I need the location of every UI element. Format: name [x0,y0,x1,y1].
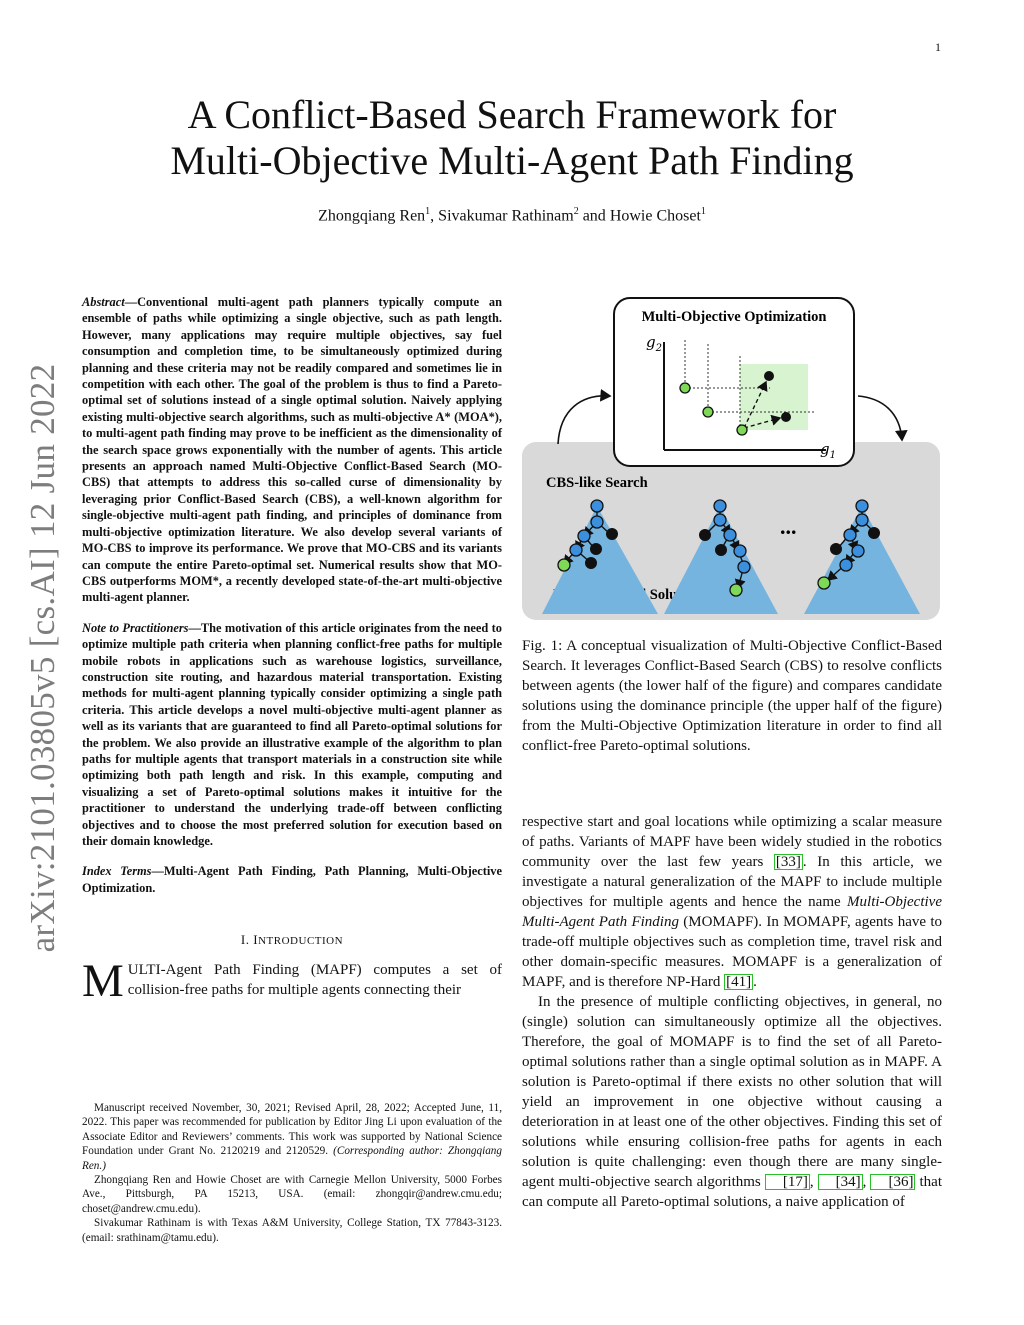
footnote-manuscript-text: Manuscript received November, 30, 2021; Revised April, 28, 2022; Accepted June, 11, 2022. This paper was recommended for publication by Editor Jing Li upon evaluation of the Associate Editor and Reviewers’ comments. This work was supported by National Science Foundation under Grant No. 2120219 and 2120529. [82,1102,502,1158]
intro-text: ULTI-Agent Path Finding (MAPF) computes a set of collision-free paths for multiple agents connecting their [127,962,502,999]
ellipsis: ... [780,514,797,539]
section-title-rest: NTRODUCTION [258,935,344,948]
tree-node [730,584,742,596]
footnote-affiliation-2: Sivakumar Rathinam is with Texas A&M University, College Station, TX 77843-3123. (email: srathinam@tamu.edu). [82,1217,502,1244]
tree-node [868,527,880,539]
body-text: . [753,974,757,990]
tree-node [734,545,746,557]
tree-node [856,500,868,512]
footnotes [82,1101,502,1245]
tree-node [585,557,597,569]
tree-node [715,544,727,556]
tree-node [570,544,582,556]
tree-node [591,516,603,528]
author-name: Howie Choset [609,207,701,225]
arrow-optimization-to-search [858,396,902,440]
body-text: (MOMAPF). In MOMAPF, agents have to trade-off multiple objectives such as completion time, travel risk and other domain-specific measures. MOMAPF is a generalization of MAPF, and is therefore NP-Hard [522,914,942,990]
citation-link[interactable]: [36] [870,1174,915,1190]
tree-node [714,500,726,512]
arxiv-stamp-text: arXiv:2101.03805v5 [cs.AI] 12 Jun 2022 [23,363,62,952]
intro-paragraph [82,955,502,1008]
citation-link[interactable]: [17] [765,1174,810,1190]
citation-link[interactable]: [33] [775,854,801,870]
tree-node [738,561,750,573]
figure-1-graphic [522,294,942,624]
search-label: CBS-like Search [546,475,648,491]
section-numeral: I. [240,932,254,948]
citation-link[interactable]: [34] [818,1174,863,1190]
body-text: , [809,1174,818,1190]
figure-caption: Fig. 1: A conceptual visualization of Multi-Objective Conflict-Based Search. It leverages Conflict-Based Search (CBS) to resolve conflicts between agents (the lower half of the figure) and compares candidate solutions using the dominance principle (the upper half of the figure) from the Multi-Objective Optimization literature in order to find all conflict-free Pareto-optimal solutions. [522,638,942,754]
tree-node [606,528,618,540]
author-list [100,206,924,225]
arrow-search-to-optimization [558,396,610,444]
body-text: , [862,1174,871,1190]
body-paragraph-2 [522,992,942,1212]
author-name: Zhongqiang Ren [318,207,426,225]
body-text: respective start and goal locations while optimizing a scalar measure of paths. Variants of MAPF have been widely studied in the robotics community over the last few years [522,814,942,870]
pareto-point [737,425,747,435]
figure-1 [522,294,942,624]
author-name: Sivakumar Rathinam [438,207,574,225]
tree-node [714,514,726,526]
abstract [82,294,502,606]
tree-node [591,500,603,512]
tree-node [558,559,570,571]
note-to-practitioners [82,620,502,850]
tree-node [590,543,602,555]
body-italic: Multi-Objective Multi-Agent Path Finding [522,894,942,930]
author-separator: , [430,207,439,225]
body-text: . In this article, we investigate a natural generalization of the MAPF to include multiple objectives for multiple agents and hence the name [522,854,942,910]
tree-node [844,529,856,541]
tree-node [852,545,864,557]
section-heading [82,932,502,948]
optimization-box-title: Multi-Objective Optimization [641,309,827,325]
paper-title [100,92,924,184]
dominated-point [781,412,791,422]
body-text: In the presence of multiple conflicting objectives, in general, no (single) solution can simultaneously optimize all the objectives. Therefore, the goal of MOMAPF is to find the set of all Pareto-optimal solutions rather than a single optimal solution as in MAPF. A solution is Pareto-optimal if there exists no other solution that will yield an improvement in one objective without causing a deterioration in at least one of the other objectives. Finding this set of solutions while ensuring collision-free paths for agents in each solution is quite challenging: even though there are many single-agent multi-objective search algorithms [522,994,942,1190]
tree-node [840,559,852,571]
page-number: 1 [935,40,941,54]
affiliation-mark: 2 [573,206,579,217]
drop-cap: M [82,955,124,1008]
author-separator: and [578,207,610,225]
tree-node [724,529,736,541]
body-paragraph-1 [522,812,942,992]
index-terms [82,863,502,896]
citation-link[interactable]: [41] [726,974,752,990]
left-column [82,294,502,1008]
note-text: —The motivation of this article originates from the need to optimize multiple path criteria when planning conflict-free paths for multiple mobile robots in applications such as warehouse logistics, surveillance, construction site routing, and hazardous material transportation. Existing methods for multi-agent planning typically consider optimizing a single path criteria. This article develops a novel multi-objective multi-agent planner as well as its variants that are guaranteed to find all Pareto-optimal solutions for the problem. We also provide an illustrative example of the algorithm to plan paths for multiple agents that transport materials in a construction site while optimizing both path length and risk. In this example, computing and visualizing a set of Pareto-optimal solutions makes it intuitive for the practitioner to understand the underlying trade-off between conflicting objectives and to choose the most preferred solution for execution based on their domain knowledge. [82,620,502,848]
index-terms-text: —Multi-Agent Path Finding, Path Planning, Multi-Objective Optimization. [82,864,502,895]
tree-node [578,530,590,542]
tree-node [818,577,830,589]
y-axis-letter: g [646,333,656,351]
affiliation-mark: 1 [700,206,706,217]
abstract-label: Abstract [82,295,125,309]
footnote-manuscript [82,1101,502,1173]
index-terms-label: Index Terms [82,864,152,879]
tree-node [830,543,842,555]
footnote-affiliation-1: Zhongqiang Ren and Howie Choset are with Carnegie Mellon University, 5000 Forbes Ave., Pittsburgh, PA 15213, USA. (email: zhongqir@andrew.cmu.edu; choset@andrew.cmu.edu). [82,1174,502,1215]
x-axis-letter: g [820,440,830,458]
footnote-corresponding: (Corresponding author: Zhongqiang Ren.) [82,1145,502,1172]
section-initial: I [253,932,259,948]
abstract-text: —Conventional multi-agent path planners typically compute an ensemble of paths while optimizing a single objective, such as path length. However, many applications may require multiple objectives, say fuel consumption and completion time, to be simultaneously optimized during planning and these criteria may not be readily compared and sometimes lie in competition with each other. The goal of the problem is thus to find a Pareto-optimal set of solutions instead of a single optimal solution. Naively applying existing multi-objective search algorithms, such as multi-objective A* (MOA*), to multi-agent path finding may prove to be inefficient as the dimensionality of the search space grows exponentially with the number of agents. This article presents an approach named Multi-Objective Conflict-Based Search (MO-CBS) that attempts to address this so-called curse of dimensionality by leveraging prior Conflict-Based Search (CBS), a well-known algorithm for single-objective multi-agent path finding, and principles of dominance from multi-objective optimization literature. We also develop several variants of MO-CBS to improve its performance. We prove that MO-CBS and its variants can compute the entire Pareto-optimal set. Numerical results show that MO-CBS outperforms MOM*, a recently developed state-of-the-art multi-objective multi-agent planner. [82,295,502,605]
note-label: Note to Practitioners [82,620,189,635]
pareto-point [680,383,690,393]
tree-node [699,529,711,541]
affiliation-mark: 1 [425,206,431,217]
dominated-point [764,371,774,381]
pareto-point [703,407,713,417]
title-line-2: Multi-Objective Multi-Agent Path Finding [170,138,854,183]
y-axis-subscript: 2 [655,343,662,354]
right-body-text [522,812,942,1212]
tree-node [856,514,868,526]
x-axis-subscript: 1 [829,450,836,461]
body-text: that can compute all Pareto-optimal solutions, a naive application of [522,1174,943,1210]
arxiv-stamp [18,363,68,952]
title-line-1: A Conflict-Based Search Framework for [187,92,837,137]
